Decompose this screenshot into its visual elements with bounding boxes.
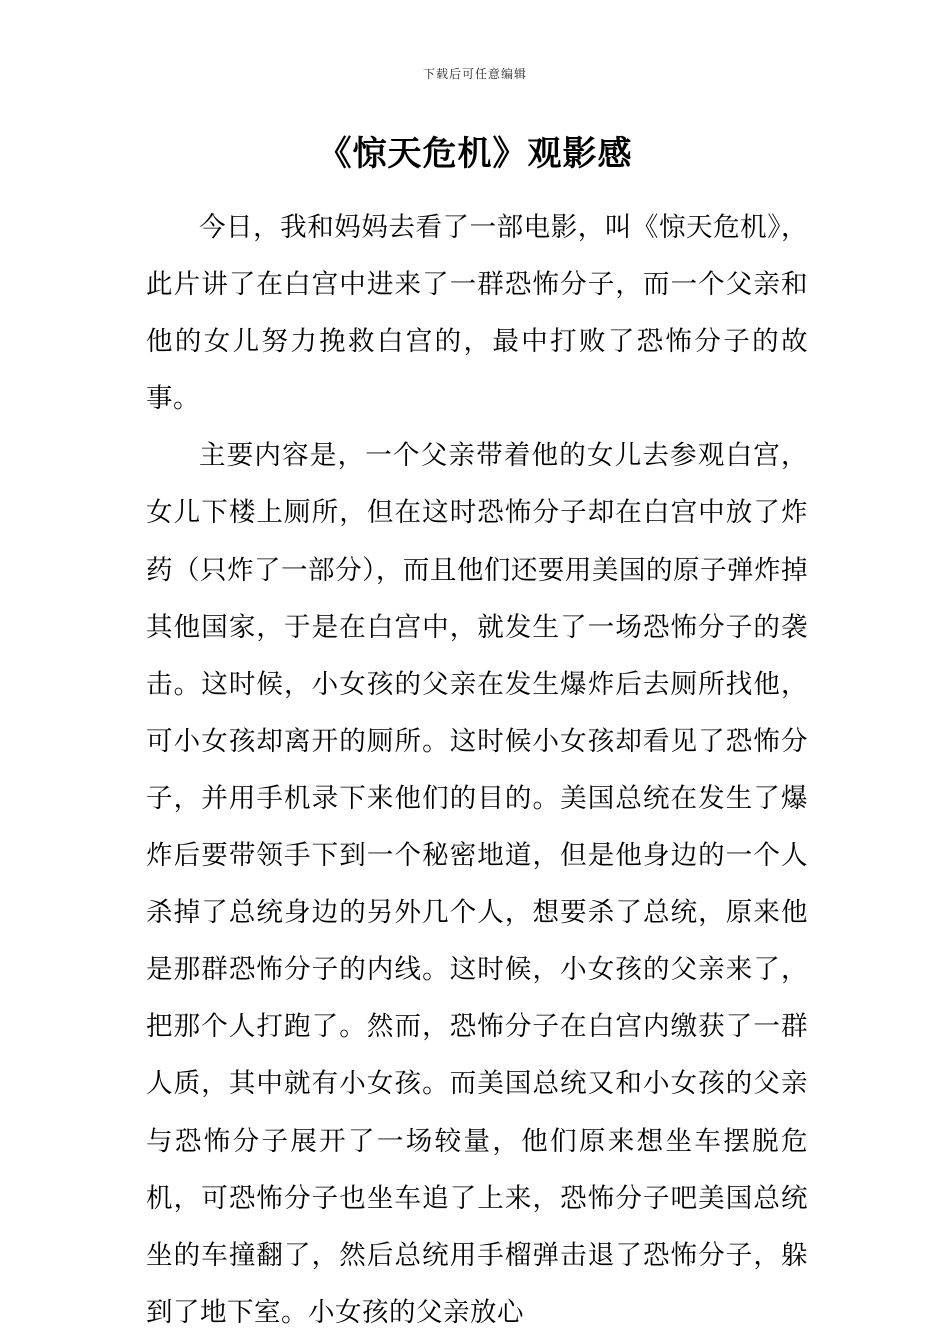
- header-note: 下载后可任意编辑: [422, 67, 527, 81]
- document-title: 《惊天危机》观影感: [317, 134, 633, 174]
- paragraph-summary: 主要内容是，一个父亲带着他的女儿去参观白宫，女儿下楼上厕所，但在这时恐怖分子却在白宫中放了炸药（只炸了一部分），而且他们还要用美国的原子弹炸掉其他国家，于是在白宫中，就发生了一场恐怖分子的袭击。这时候，小女孩的父亲在发生爆炸后去厕所找他，可小女孩却离开的厕所。这时候小女孩却看见了恐怖分子，并用手机录下来他们的目的。美国总统在发生了爆炸后要带领手下到一个秘密地道，但是他身边的一个人杀掉了总统身边的另外几个人，想要杀了总统，原来他是那群恐怖分子的内线。这时候，小女孩的父亲来了，把那个人打跑了。然而，恐怖分子在白宫内缴获了一群人质，其中就有小女孩。而美国总统又和小女孩的父亲与恐怖分子展开了一场较量，他们原来想坐车摆脱危机，可恐怖分子也坐车追了上来，恐怖分子吧美国总统坐的车撞翻了，然后总统用手榴弹击退了恐怖分子，躲到了地下室。小女孩的父亲放心: [146, 440, 808, 1328]
- paragraph-intro: 今日，我和妈妈去看了一部电影，叫《惊天危机》，此片讲了在白宫中进来了一群恐怖分子，而一个父亲和他的女儿努力挽救白宫的，最中打败了恐怖分子的故事。: [146, 212, 808, 415]
- document-body: [146, 199, 808, 1341]
